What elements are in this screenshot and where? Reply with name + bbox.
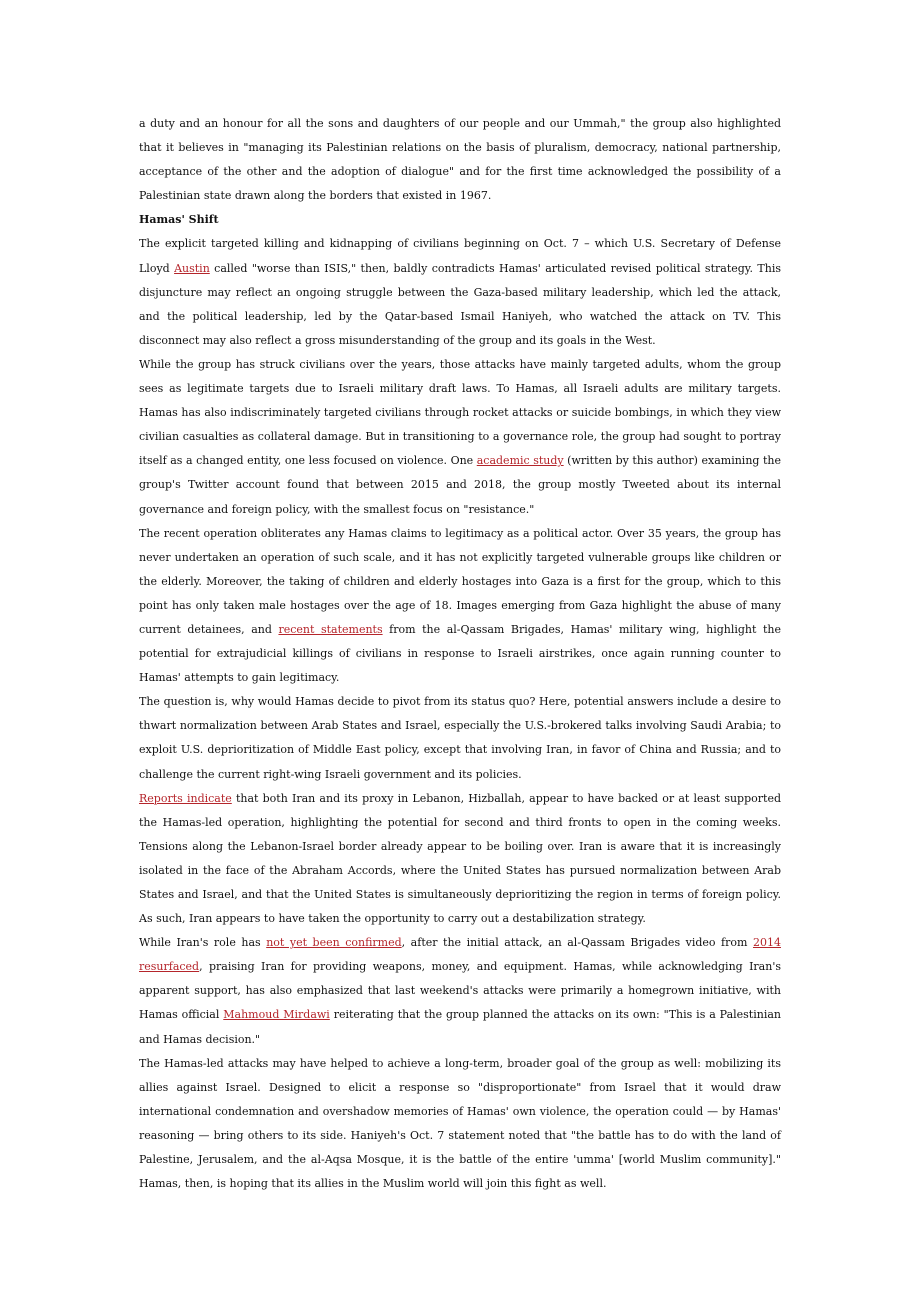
text-run: , after the initial attack, an al-Qassam Brigades video from (401, 936, 753, 950)
article-paragraph (139, 1052, 781, 1197)
text-run: Hamas' Shift (139, 213, 219, 227)
article-paragraph (139, 353, 781, 522)
inline-link[interactable]: academic study (476, 454, 564, 468)
section-heading (139, 208, 781, 232)
text-run: that both Iran and its proxy in Lebanon, Hizballah, appear to have backed or at least supported the Hamas-led operation, highlighting the potential for second and third fronts to open in the coming weeks. Tensions along the Lebanon-Israel border already appear to be boiling over. Iran is aware that it is increasingly isolated in the face of the Abraham Accords, where the United States has pursued normalization between Arab States and Israel, and that the United States is simultaneously deprioritizing the region in terms of foreign policy. As such, Iran appears to have taken the opportunity to carry out a destabilization strategy. (139, 791, 781, 926)
article-body (139, 112, 781, 1196)
text-run: from the al-Qassam Brigades, Hamas' military wing, highlight the potential for extrajudicial killings of civilians in response to Israeli airstrikes, once again running counter to Hamas' attempts to gain legitimacy. (139, 622, 781, 685)
text-run: (written by this author) examining the group's Twitter account found that between 2015 and 2018, the group mostly Tweeted about its internal governance and foreign policy, with the smallest focus on "resistance." (139, 454, 782, 516)
article-paragraph (139, 112, 781, 208)
text-run: The explicit targeted killing and kidnapping of civilians beginning on Oct. 7 – which U.S. Secretary of Defense Lloyd (139, 237, 781, 275)
text-run: While the group has struck civilians over the years, those attacks have mainly targeted adults, whom the group sees as legitimate targets due to Israeli military draft laws. To Hamas, all Israeli adults are military targets. Hamas has also indiscriminately targeted civilians through rocket attacks or suicide bombings, in which they view civilian casualties as collateral damage. But in transitioning to a governance role, the group had sought to portray itself as a changed entity, one less focused on violence. One (139, 357, 781, 468)
inline-link[interactable]: Reports indicate (139, 791, 232, 805)
inline-link[interactable]: Austin (174, 261, 210, 275)
text-run: The question is, why would Hamas decide to pivot from its status quo? Here, potential answers include a desire to thwart normalization between Arab States and Israel, especially the U.S.-brokered talks involving Saudi Arabia; to exploit U.S. deprioritization of Middle East policy, except that involving Iran, in favor of China and Russia; and to challenge the current right-wing Israeli government and its policies. (139, 695, 781, 781)
text-run: , praising Iran for providing weapons, money, and equipment. Hamas, while acknowledging Iran's apparent support, has also emphasized that last weekend's attacks were primarily a homegrown initiative, with Hamas official (139, 960, 781, 1022)
text-run: a duty and an honour for all the sons and daughters of our people and our Ummah," the group also highlighted that it believes in "managing its Palestinian relations on the basis of pluralism, democracy, national partnership, acceptance of the other and the adoption of dialogue" and for the first time acknowledged the possibility of a Palestinian state drawn along the borders that existed in 1967. (139, 117, 781, 203)
article-paragraph (139, 232, 781, 352)
inline-link[interactable]: 2014 resurfaced (139, 936, 781, 974)
text-run: The recent operation obliterates any Hamas claims to legitimacy as a political actor. Over 35 years, the group has never undertaken an operation of such scale, and it has not explicitly targeted vulnerable groups like children or the elderly. Moreover, the taking of children and elderly hostages into Gaza is a first for the group, which to this point has only taken male hostages over the age of 18. Images emerging from Gaza highlight the abuse of many current detainees, and (139, 526, 781, 636)
text-run: called "worse than ISIS," then, baldly contradicts Hamas' articulated revised political strategy. This disjuncture may reflect an ongoing struggle between the Gaza-based military leadership, which led the attack, and the political leadership, led by the Qatar-based Ismail Haniyeh, who watched the attack on TV. This disconnect may also reflect a gross misunderstanding of the group and its goals in the West. (139, 261, 781, 347)
inline-link[interactable]: recent statements (278, 622, 383, 636)
inline-link[interactable]: Mahmoud Mirdawi (223, 1008, 330, 1022)
article-paragraph (139, 931, 781, 1051)
article-paragraph (139, 690, 781, 786)
inline-link[interactable]: not yet been confirmed (266, 936, 402, 950)
article-paragraph (139, 522, 781, 691)
article-paragraph (139, 787, 781, 932)
text-run: While Iran's role has (139, 936, 267, 950)
text-run: reiterating that the group planned the attacks on its own: "This is a Palestinian and Hamas decision." (139, 1008, 781, 1046)
text-run: The Hamas-led attacks may have helped to achieve a long-term, broader goal of the group as well: mobilizing its allies against Israel. Designed to elicit a response so "disproportionate" from Israel that it would draw international condemnation and overshadow memories of Hamas' own violence, the operation could — by Hamas' reasoning — bring others to its side. Haniyeh's Oct. 7 statement noted that "the battle has to do with the land of Palestine, Jerusalem, and the al-Aqsa Mosque, it is the battle of the entire 'umma' [world Muslim community]." Hamas, then, is hoping that its allies in the Muslim world will join this fight as well. (139, 1056, 781, 1191)
